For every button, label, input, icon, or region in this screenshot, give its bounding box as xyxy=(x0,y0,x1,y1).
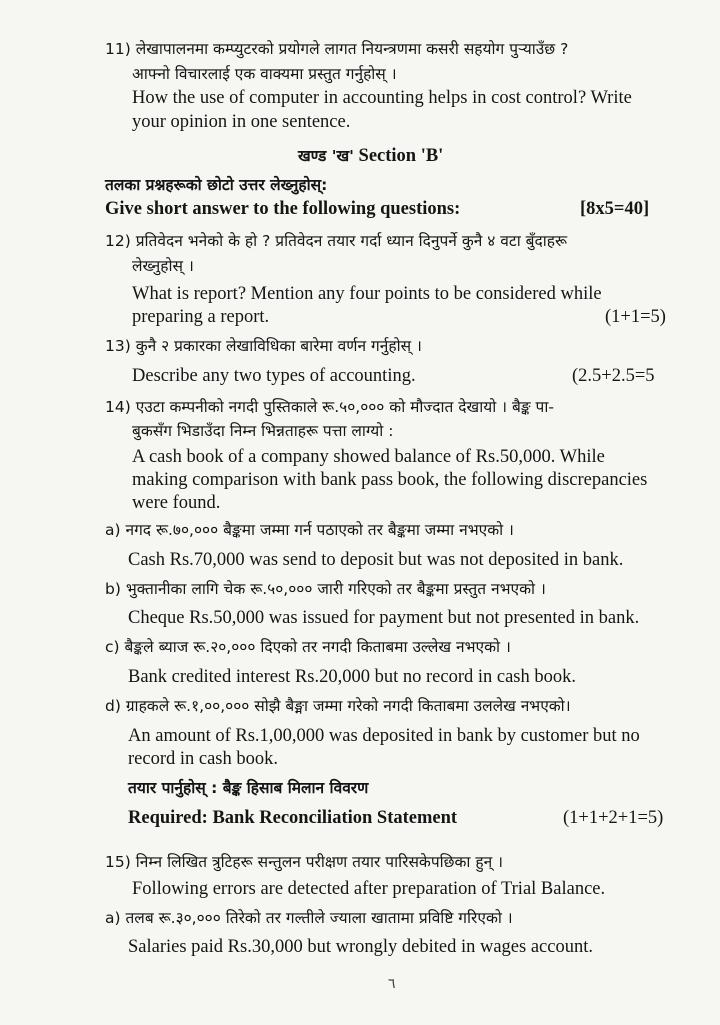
q15-a-nepali: a) तलब रू.३०,००० तिरेको तर गल्तीले ज्याला खातामा प्रविष्टि गरिएको । xyxy=(105,909,513,927)
q14-b-english: Cheque Rs.50,000 was issued for payment but not presented in bank. xyxy=(128,608,640,628)
q15-nepali-line1: 15) निम्न लिखित त्रुटिहरू सन्तुलन परीक्षण तयार पारिसकेपछिका हुन् । xyxy=(105,853,503,871)
section-instruction-nepali: तलका प्रश्नहरूको छोटो उत्तर लेख्नुहोस्: xyxy=(105,176,328,194)
section-heading xyxy=(298,145,443,167)
section-heading-nepali: खण्ड 'ख' xyxy=(298,147,354,165)
q12-nepali-line1: 12) प्रतिवेदन भनेको के हो ? प्रतिवेदन तयार गर्दा ध्यान दिनुपर्ने कुनै ४ वटा बुँदाहरू xyxy=(105,232,568,250)
q14-english-line3: were found. xyxy=(132,493,221,513)
q14-english-line1: A cash book of a company showed balance of Rs.50,000. While xyxy=(132,447,605,467)
q14-english-line2: making comparison with bank pass book, the following discrepancies xyxy=(132,470,648,490)
q11-english-line2: your opinion in one sentence. xyxy=(132,112,351,132)
q14-required-nepali: तयार पार्नुहोस् : बैङ्क हिसाब मिलान विवरण xyxy=(128,779,369,797)
q14-required-english: Required: Bank Reconciliation Statement xyxy=(128,808,458,828)
q13-english-line1: Describe any two types of accounting. xyxy=(132,366,416,386)
page-mark: ٦ xyxy=(388,977,396,992)
section-marks: [8x5=40] xyxy=(580,199,650,219)
q14-c-english: Bank credited interest Rs.20,000 but no record in cash book. xyxy=(128,667,577,687)
q12-english-line2: preparing a report. xyxy=(132,307,270,327)
q12-marks: (1+1=5) xyxy=(605,307,666,327)
q15-english-line1: Following errors are detected after preparation of Trial Balance. xyxy=(132,879,606,899)
q14-a-english: Cash Rs.70,000 was send to deposit but was not deposited in bank. xyxy=(128,550,624,570)
q14-d-nepali: d) ग्राहकले रू.१,००,००० सोझै बैङ्मा जम्मा गरेको नगदी किताबमा उललेख नभएको। xyxy=(105,697,571,715)
q14-marks: (1+1+2+1=5) xyxy=(563,808,664,828)
q14-nepali-line1: 14) एउटा कम्पनीको नगदी पुस्तिकाले रू.५०,००० को मौज्दात देखायो । बैङ्क पा- xyxy=(105,398,554,416)
q13-nepali-line1: 13) कुनै २ प्रकारका लेखाविधिका बारेमा वर्णन गर्नुहोस् । xyxy=(105,337,422,355)
q14-d-english-line2: record in cash book. xyxy=(128,749,279,769)
q14-nepali-line2: बुकसँग भिडाउँदा निम्न भिन्नताहरू पत्ता लाग्यो : xyxy=(132,422,394,440)
section-heading-english: Section 'B' xyxy=(358,146,444,166)
q11-nepali-line1: 11) लेखापालनमा कम्प्युटरको प्रयोगले लागत नियन्त्रणमा कसरी सहयोग पुऱ्याउँछ ? xyxy=(105,40,569,58)
q12-nepali-line2: लेख्नुहोस् । xyxy=(132,257,194,275)
q14-d-english-line1: An amount of Rs.1,00,000 was deposited in bank by customer but no xyxy=(128,726,640,746)
q11-nepali-line2: आफ्नो विचारलाई एक वाक्यमा प्रस्तुत गर्नुहोस् । xyxy=(132,65,397,83)
q15-a-english: Salaries paid Rs.30,000 but wrongly debited in wages account. xyxy=(128,937,593,957)
q13-marks: (2.5+2.5=5 xyxy=(572,366,655,386)
q12-english-line1: What is report? Mention any four points to be considered while xyxy=(132,284,602,304)
q14-b-nepali: b) भुक्तानीका लागि चेक रू.५०,००० जारी गरिएको तर बैङ्कमा प्रस्तुत नभएको । xyxy=(105,580,546,598)
q11-english-line1: How the use of computer in accounting helps in cost control? Write xyxy=(132,88,632,108)
section-instruction-english: Give short answer to the following questions: xyxy=(105,199,461,219)
q14-c-nepali: c) बैङ्कले ब्याज रू.२०,००० दिएको तर नगदी किताबमा उल्लेख नभएको । xyxy=(105,638,511,656)
q14-a-nepali: a) नगद रू.७०,००० बैङ्कमा जम्मा गर्न पठाएको तर बैङ्कमा जम्मा नभएको । xyxy=(105,521,514,539)
